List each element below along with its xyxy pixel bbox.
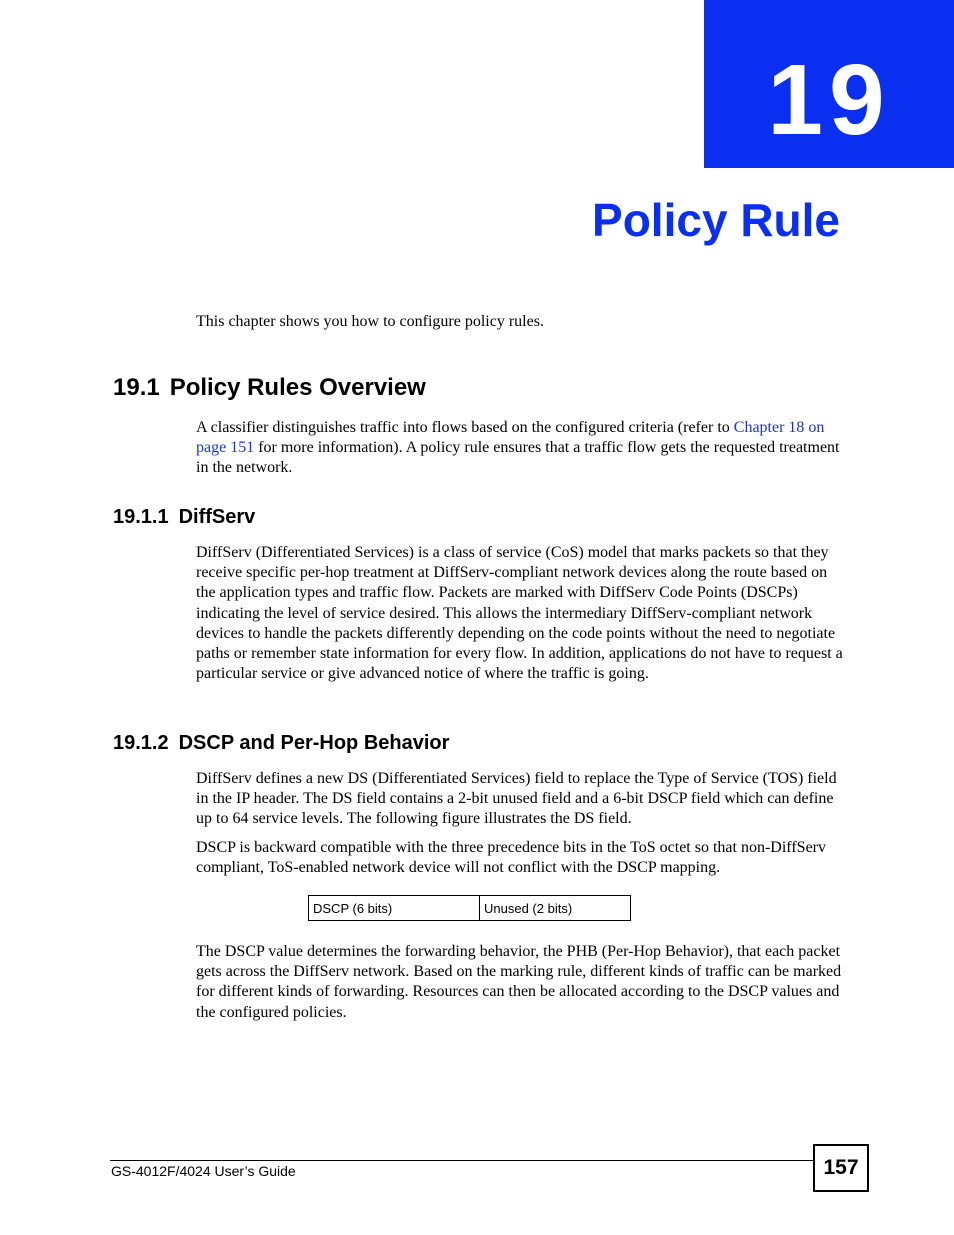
section-heading-19-1-2 xyxy=(113,730,449,756)
chapter-number: 19 xyxy=(767,44,891,156)
section-title: Policy Rules Overview xyxy=(169,374,426,401)
section-title: DSCP and Per-Hop Behavior xyxy=(178,732,450,754)
section-number: 19.1.2 xyxy=(113,732,169,754)
phb-paragraph: The DSCP value determines the forwarding behavior, the PHB (Per-Hop Behavior), that each packet gets across the DiffServ network. Based on the marking rule, different kinds of traffic can be marked for different kinds of forwarding. Resources can then be allocated according to the DSCP values and the configured policies. xyxy=(196,943,842,1021)
paragraph-text: for more information). A policy rule ensures that a traffic flow gets the requested treatment in the network. xyxy=(196,439,840,477)
dscp-bits-cell: DSCP (6 bits) xyxy=(309,896,480,921)
ds-field-paragraph: DiffServ defines a new DS (Differentiated Services) field to replace the Type of Service (TOS) field in the IP header. The DS field contains a 2-bit unused field and a 6-bit DSCP field which can define up to 64 service levels. The following figure illustrates the DS field. xyxy=(196,770,837,828)
paragraph-text: A classifier distinguishes traffic into flows based on the configured criteria (refer to xyxy=(196,419,734,436)
dscp-compat-paragraph: DSCP is backward compatible with the three precedence bits in the ToS octet so that non-DiffServ compliant, ToS-enabled network device will not conflict with the DSCP mapping. xyxy=(196,839,826,877)
section-number: 19.1 xyxy=(113,374,160,401)
section-19-1-paragraph xyxy=(196,418,844,479)
chapter-18-link[interactable]: Chapter 18 on page 151 xyxy=(196,419,825,457)
diffserv-paragraph: DiffServ (Differentiated Services) is a class of service (CoS) model that marks packets so that they receive specific per-hop treatment at DiffServ-compliant network devices along the route based on the application types and traffic flow. Packets are marked with DiffServ Code Points (DSCPs) indicating the level of service desired. This allows the intermediary DiffServ-compliant network devices to handle the packets differently depending on the code points without the need to negotiate paths or remember state information for every flow. In addition, applications do not have to request a particular service or give advanced notice of where the traffic is going. xyxy=(196,544,843,683)
page-number: 157 xyxy=(813,1144,869,1192)
footer-guide-title: GS-4012F/4024 User’s Guide xyxy=(111,1163,296,1179)
section-title: DiffServ xyxy=(178,506,256,528)
unused-bits-cell: Unused (2 bits) xyxy=(480,896,631,921)
section-heading-19-1-1 xyxy=(113,504,255,530)
chapter-title: Policy Rule xyxy=(592,194,840,246)
chapter-intro: This chapter shows you how to configure policy rules. xyxy=(196,313,544,330)
ds-field-row xyxy=(309,896,631,921)
section-number: 19.1.1 xyxy=(113,506,169,528)
footer-divider xyxy=(110,1160,815,1161)
section-heading-19-1 xyxy=(113,372,426,404)
ds-field-diagram xyxy=(308,895,631,921)
